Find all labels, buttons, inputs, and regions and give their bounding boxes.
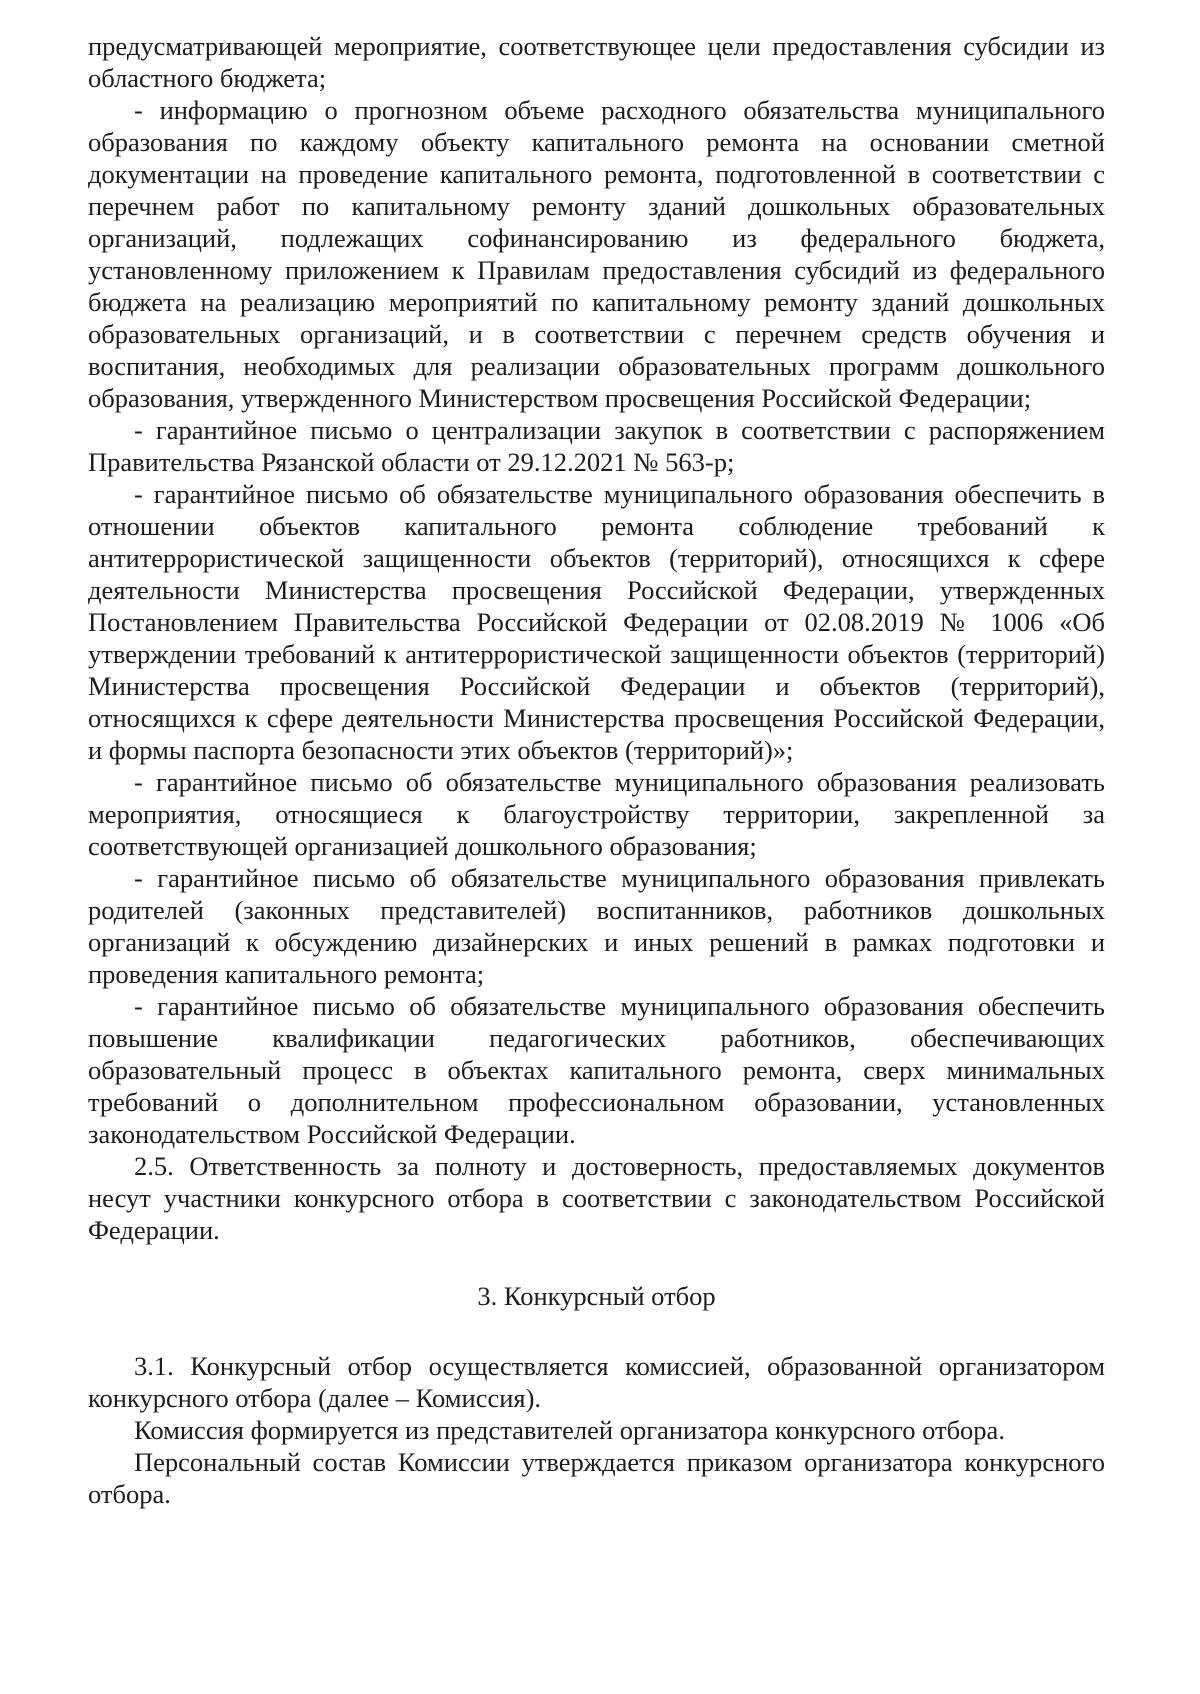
paragraph-2-5: 2.5. Ответственность за полноту и достоверность, предоставляемых документов несут участники конкурсного отбора в соответствии с законодательством Российской Федерации. bbox=[88, 1151, 1105, 1245]
paragraph: Комиссия формируется из представителей организатора конкурсного отбора. bbox=[134, 1415, 1005, 1445]
list-item: - гарантийное письмо об обязательстве муниципального образования реализовать мероприятия, относящиеся к благоустройству территории, закрепленной за соответствующей организацией дошкольного образования; bbox=[88, 767, 1105, 861]
paragraph-3-1: 3.1. Конкурсный отбор осуществляется комиссией, образованной организатором конкурсного отбора (далее – Комиссия). bbox=[88, 1351, 1105, 1413]
paragraph: Персональный состав Комиссии утверждается приказом организатора конкурсного отбора. bbox=[88, 1447, 1105, 1509]
list-item: - гарантийное письмо об обязательстве муниципального образования обеспечить повышение квалификации педагогических работников, обеспечивающих образовательный процесс в объектах капитального ремонта, сверх минимальных требований о дополнительном профессиональном образовании, установленных законодательством Российской Федерации. bbox=[88, 991, 1105, 1149]
section-heading: 3. Конкурсный отбор bbox=[477, 1281, 716, 1311]
list-item: - гарантийное письмо об обязательстве муниципального образования обеспечить в отношении объектов капитального ремонта соблюдение требований к антитеррористической защищенности объектов (территорий), относящихся к сфере деятельности Министерства просвещения Российской Федерации, утвержденных Постановлением Правительства Российской Федерации от 02.08.2019 № 1006 «Об утверждении требований к антитеррористической защищенности объектов (территорий) Министерства просвещения Российской Федерации и объектов (территорий), относящихся к сфере деятельности Министерства просвещения Российской Федерации, и формы паспорта безопасности этих объектов (территорий)»; bbox=[88, 479, 1105, 765]
list-item: - гарантийное письмо об обязательстве муниципального образования привлекать родителей (законных представителей) воспитанников, работников дошкольных организаций к обсуждению дизайнерских и иных решений в рамках подготовки и проведения капитального ремонта; bbox=[88, 863, 1105, 989]
paragraph: предусматривающей мероприятие, соответствующее цели предоставления субсидии из областного бюджета; bbox=[88, 31, 1105, 93]
list-item: - информацию о прогнозном объеме расходного обязательства муниципального образования по каждому объекту капитального ремонта на основании сметной документации на проведение капитального ремонта, подготовленной в соответствии с перечнем работ по капитальному ремонту зданий дошкольных образовательных организаций, подлежащих софинансированию из федерального бюджета, установленному приложением к Правилам предоставления субсидий из федерального бюджета на реализацию мероприятий по капитальному ремонту зданий дошкольных образовательных организаций, и в соответствии с перечнем средств обучения и воспитания, необходимых для реализации образовательных программ дошкольного образования, утвержденного Министерством просвещения Российской Федерации; bbox=[88, 95, 1105, 413]
body-text-top bbox=[88, 30, 1105, 1246]
body-text-bottom bbox=[88, 1350, 1105, 1510]
list-item: - гарантийное письмо о централизации закупок в соответствии с распоряжением Правительства Рязанской области от 29.12.2021 № 563-р; bbox=[88, 415, 1105, 477]
